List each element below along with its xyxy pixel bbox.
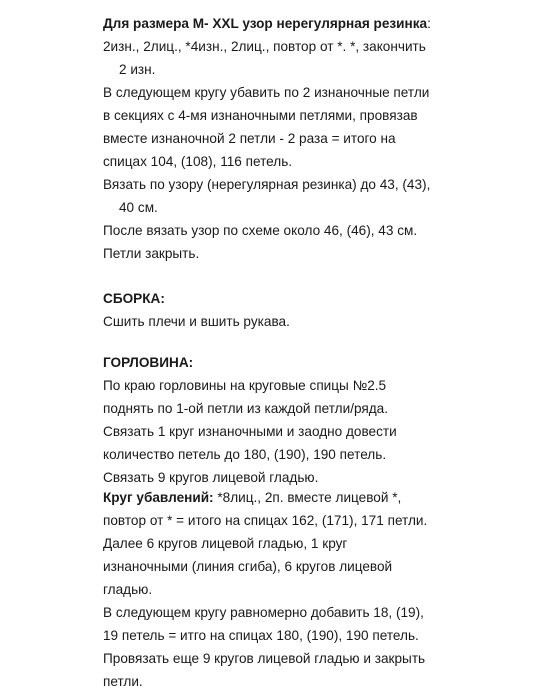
pattern-line: спицах 104, (108), 116 петель.: [103, 154, 293, 169]
neckline-line: В следующем кругу равномерно добавить 18, (19),: [103, 605, 424, 620]
pattern-line: Петли закрыть.: [103, 246, 200, 261]
pattern-line: в секциях с 4-мя изнаночными петлями, провязав: [103, 108, 418, 123]
pattern-line: 2изн., 2лиц., *4изн., 2лиц., повтор от *. *, закончить: [103, 39, 426, 54]
pattern-line: После вязать узор по схеме около 46, (46), 43 см.: [103, 223, 418, 238]
decrease-round-label: Круг убавлений:: [103, 490, 214, 505]
neckline-line: Связать 1 круг изнаночными и заодно довести: [103, 424, 397, 439]
neckline-line: петли.: [103, 674, 143, 689]
neckline-line: 19 петель = итго на спицах 180, (190), 190 петель.: [103, 628, 419, 643]
neckline-line: количество петель до 180, (190), 190 петель.: [103, 447, 387, 462]
decrease-round-text: *8лиц., 2п. вместе лицевой *,: [213, 490, 402, 505]
neckline-line: Далее 6 кругов лицевой гладью, 1 круг: [103, 536, 348, 551]
pattern-heading-bold: Для размера М- XXL узор нерегулярная резинка: [103, 16, 428, 31]
pattern-line: В следующем кругу убавить по 2 изнаночные петли: [103, 85, 430, 100]
assembly-heading: СБОРКА:: [103, 291, 165, 306]
neckline-line: изнаночными (линия сгиба), 6 кругов лицевой: [103, 559, 393, 574]
decrease-round-line: [103, 488, 401, 508]
neckline-line: Провязать еще 9 кругов лицевой гладью и закрыть: [103, 651, 426, 666]
assembly-line: Сшить плечи и вшить рукава.: [103, 314, 290, 329]
pattern-heading: [103, 14, 431, 34]
pattern-line: Вязать по узору (нерегулярная резинка) до 43, (43),: [103, 177, 431, 192]
neckline-line: Связать 9 кругов лицевой гладью.: [103, 470, 319, 485]
neckline-line: повтор от * = итого на спицах 162, (171), 171 петли.: [103, 513, 428, 528]
pattern-line: 40 см.: [119, 200, 158, 215]
neckline-line: гладью.: [103, 582, 153, 597]
neckline-line: По краю горловины на круговые спицы №2.5: [103, 378, 387, 393]
pattern-line: вместе изнаночной 2 петли - 2 раза = итого на: [103, 131, 396, 146]
pattern-line: 2 изн.: [119, 62, 156, 77]
neckline-line: поднять по 1-ой петли из каждой петли/ряда.: [103, 401, 389, 416]
pattern-heading-colon: :: [427, 16, 431, 31]
neckline-heading: ГОРЛОВИНА:: [103, 355, 194, 370]
